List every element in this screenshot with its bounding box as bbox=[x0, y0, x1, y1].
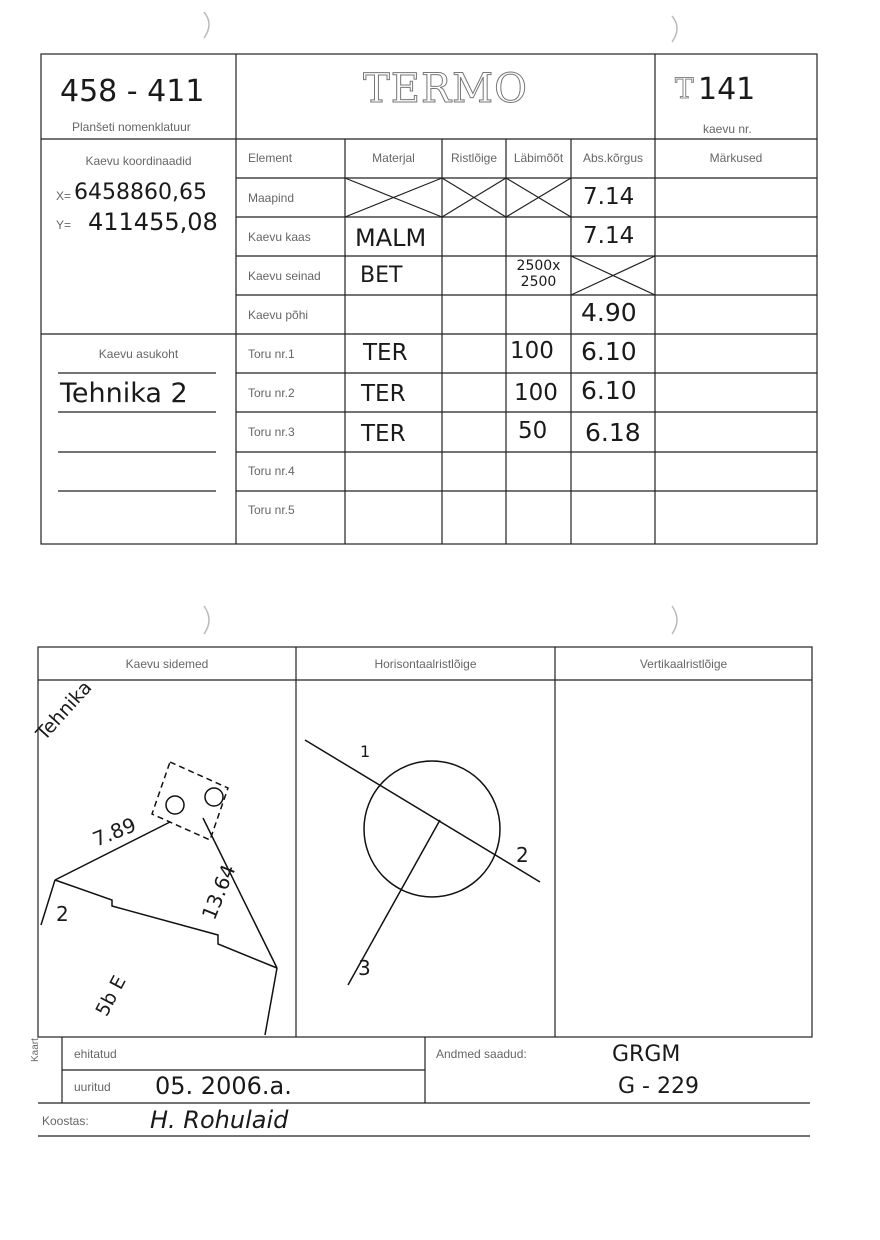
row-element: Kaevu kaas bbox=[248, 230, 311, 244]
row-element: Toru nr.3 bbox=[248, 425, 295, 439]
corner-label: 2 bbox=[56, 902, 69, 926]
surveyed-label: uuritud bbox=[74, 1080, 111, 1094]
source-value-2: G - 229 bbox=[618, 1074, 699, 1099]
location-label: Kaevu asukoht bbox=[98, 347, 179, 361]
row-element: Toru nr.5 bbox=[248, 503, 295, 517]
header-section: Ristlõige bbox=[450, 151, 498, 165]
row-material: TER bbox=[361, 381, 406, 407]
sheet-label: Planšeti nomenklatuur bbox=[72, 120, 191, 134]
row-element: Toru nr.2 bbox=[248, 386, 295, 400]
row-height: 7.14 bbox=[583, 223, 635, 249]
row-material: BET bbox=[360, 263, 403, 288]
row-height: 6.10 bbox=[581, 376, 637, 405]
distance-label-1: 7.89 bbox=[89, 812, 140, 852]
house-label: 5b E bbox=[91, 972, 131, 1020]
pipe-label-2: 2 bbox=[516, 843, 529, 867]
header-diameter: Läbimõõt bbox=[513, 151, 564, 165]
row-diameter: 100 bbox=[510, 338, 554, 364]
street-label: Tehnika bbox=[32, 676, 97, 745]
row-height: 6.18 bbox=[585, 418, 641, 447]
header-element: Element bbox=[248, 151, 293, 165]
row-element: Maapind bbox=[248, 191, 295, 205]
row-material: TER bbox=[361, 421, 406, 447]
row-diameter: 100 bbox=[514, 380, 558, 406]
row-element: Kaevu põhi bbox=[248, 308, 309, 322]
side-label: Kaart bbox=[30, 1038, 41, 1062]
distance-label-2: 13.64 bbox=[196, 860, 241, 924]
source-label: Andmed saadud: bbox=[436, 1047, 527, 1061]
row-height: 6.10 bbox=[581, 337, 637, 366]
source-value-1: GRGM bbox=[612, 1042, 681, 1067]
row-height: 7.14 bbox=[583, 184, 635, 210]
sketch-header-vertical: Vertikaalristlõige bbox=[639, 657, 728, 671]
horizontal-section-sketch bbox=[305, 740, 540, 985]
pipe-label-1: 1 bbox=[360, 742, 371, 761]
row-element: Toru nr.4 bbox=[248, 464, 295, 478]
well-number: 141 bbox=[698, 72, 756, 107]
row-material: MALM bbox=[355, 224, 427, 252]
drawn-label: ehitatud bbox=[74, 1047, 117, 1061]
surveyed-value: 05. 2006.a. bbox=[155, 1072, 292, 1100]
header-notes: Märkused bbox=[709, 151, 763, 165]
coordinates-label: Kaevu koordinaadid bbox=[85, 154, 192, 168]
compiler-label: Koostas: bbox=[42, 1114, 89, 1128]
row-material: TER bbox=[363, 340, 408, 366]
header-material: Materjal bbox=[372, 151, 415, 165]
x-label: X= bbox=[56, 189, 72, 203]
y-label: Y= bbox=[56, 218, 72, 232]
row-diameter: 50 bbox=[518, 418, 548, 444]
y-value: 411455,08 bbox=[88, 208, 218, 236]
row-diameter: 2500x 2500 bbox=[516, 258, 561, 290]
connection-sketch bbox=[41, 762, 277, 1035]
row-element: Toru nr.1 bbox=[248, 347, 295, 361]
well-prefix: T bbox=[675, 72, 694, 105]
well-label: kaevu nr. bbox=[703, 122, 752, 136]
header-abs-height: Abs.kõrgus bbox=[582, 151, 644, 165]
sketch-header-horizontal: Horisontaalristlõige bbox=[374, 657, 477, 671]
pipe-label-3: 3 bbox=[358, 956, 371, 980]
location-value: Tehnika 2 bbox=[60, 378, 188, 409]
form-title: TERMO bbox=[363, 66, 528, 112]
sketch-header-connections: Kaevu sidemed bbox=[125, 657, 209, 671]
x-value: 6458860,65 bbox=[74, 180, 207, 205]
row-element: Kaevu seinad bbox=[248, 269, 321, 283]
compiler-value: H. Rohulaid bbox=[150, 1106, 289, 1134]
row-height: 4.90 bbox=[581, 298, 637, 327]
sheet-code: 458 - 411 bbox=[60, 74, 205, 109]
